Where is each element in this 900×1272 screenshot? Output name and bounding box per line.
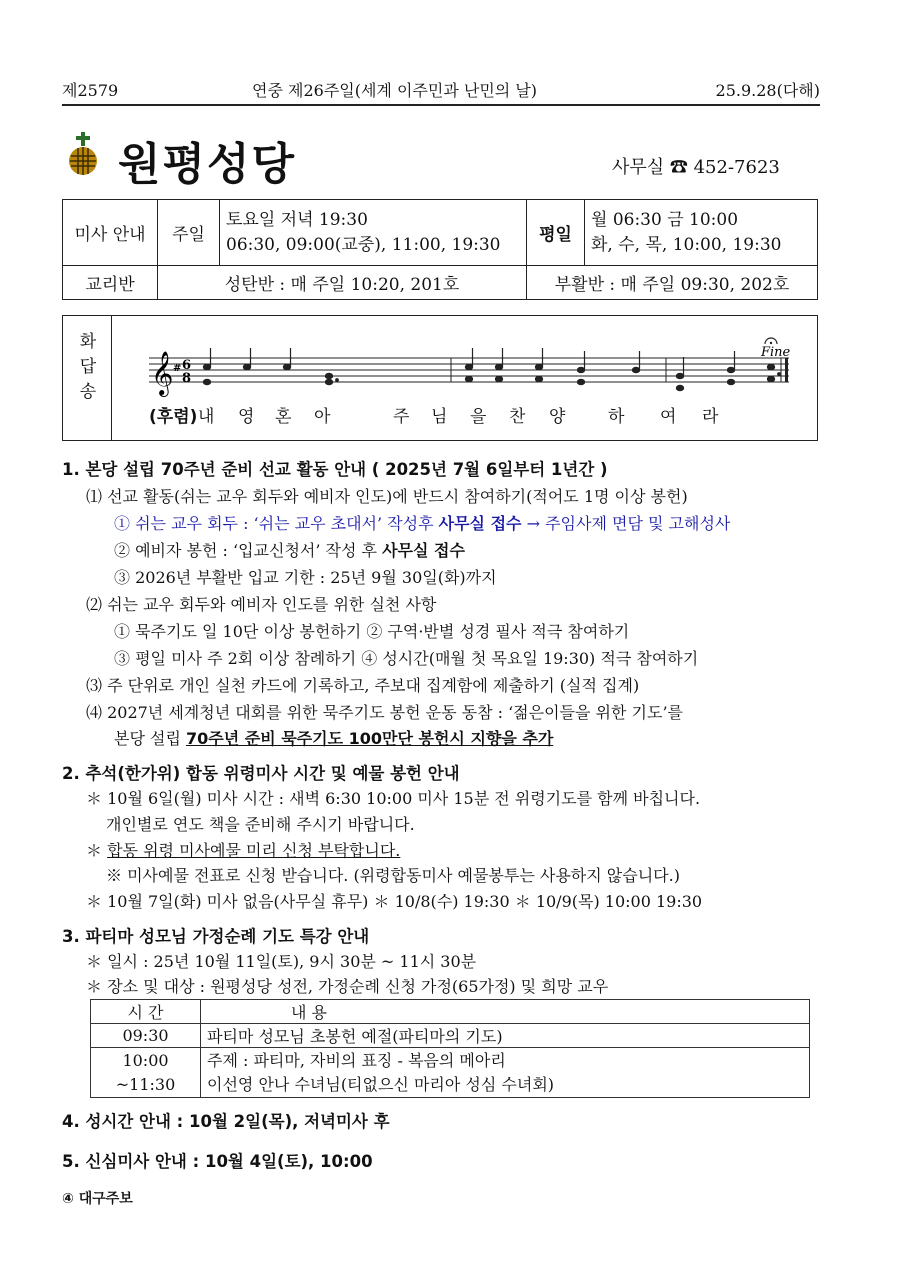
refrain-label: (후렴): [149, 407, 198, 427]
christmas-class: 성탄반 : 매 주일 10:20, 201호: [158, 266, 527, 300]
parish-name: 원평성당: [118, 139, 297, 190]
s2-line-1: ＊ 10월 6일(월) 미사 시간 : 새벽 6:30 10:00 미사 15분 전 위령기도를 함께 바칩니다.: [86, 789, 701, 808]
psalm-label: 화 답 송: [79, 332, 97, 402]
section-2-title: 2. 추석(한가위) 합동 위령미사 시간 및 예물 봉헌 안내: [62, 764, 460, 783]
s1-item-4b-bold: 70주년 준비 묵주기도 100만단 봉헌시 지향을 추가: [186, 729, 554, 748]
s1-item-1c: ③ 2026년 부활반 입교 기한 : 25년 9월 30일(화)까지: [114, 568, 497, 587]
s1-item-1b-bold: 사무실 접수: [382, 541, 465, 560]
schedule-speaker: 이선영 안나 수녀님(티없으신 마리아 성심 수녀회): [207, 1074, 555, 1094]
lyric-syllable: 아: [314, 407, 331, 427]
weekday-label: 평일: [527, 200, 585, 266]
section-5-title: 5. 신심미사 안내 : 10월 4일(토), 10:00: [62, 1152, 373, 1171]
sunday-times: [220, 200, 527, 266]
weekday-tue-thu: 화, 수, 목, 10:00, 19:30: [591, 234, 782, 255]
s1-item-1b-text: ② 예비자 봉헌 : ‘입교신청서’ 작성 후: [114, 541, 383, 560]
issue-number: 제2579: [62, 81, 119, 100]
s2-line-2: 개인별로 연도 책을 준비해 주시기 바랍니다.: [106, 815, 415, 834]
schedule-row-content: [201, 1048, 810, 1098]
s2-line-3-text: 합동 위령 미사예물 미리 신청 부탁합니다.: [107, 841, 401, 860]
s1-item-2b: ③ 평일 미사 주 2회 이상 참례하기 ④ 성시간(매월 첫 목요일 19:30) 적극 참여하기: [114, 649, 699, 668]
psalm-divider: [111, 316, 112, 440]
schedule-header-content: 내 용: [201, 1000, 810, 1024]
svg-text:#: #: [173, 363, 182, 374]
footer-label: ④ 대구주보: [62, 1191, 133, 1207]
church-logo-icon: [66, 132, 100, 176]
mass-schedule-table: [62, 199, 818, 300]
schedule-row-time: 09:30: [91, 1024, 201, 1048]
lyric-syllable: 님: [431, 407, 448, 427]
schedule-time-end: ~11:30: [115, 1074, 176, 1094]
bulletin-date: 25.9.28(다해): [715, 81, 820, 100]
section-3-title: 3. 파티마 성모님 가정순례 기도 특강 안내: [62, 927, 370, 946]
s2-line-5: ＊ 10월 7일(화) 미사 없음(사무실 휴무) ＊ 10/8(수) 19:30 ＊ 10/9(목) 10:00 19:30: [86, 892, 703, 911]
svg-text:6: 6: [182, 358, 192, 373]
s1-item-2: ⑵ 쉬는 교우 회두와 예비자 인도를 위한 실천 사항: [86, 595, 437, 614]
section-1-title: 1. 본당 설립 70주년 준비 선교 활동 안내 ( 2025년 7월 6일부터 1년간 ): [62, 460, 608, 479]
lyric-syllable: 양: [549, 407, 566, 427]
svg-text:8: 8: [182, 371, 192, 386]
lyric-syllable: 을: [470, 407, 487, 427]
s1-item-2a: ① 묵주기도 일 10단 이상 봉헌하기 ② 구역·반별 성경 필사 적극 참여하기: [114, 622, 630, 641]
liturgical-occasion: 연중 제26주일(세계 이주민과 난민의 날): [252, 81, 538, 100]
sunday-label: 주일: [158, 200, 220, 266]
s1-item-4b-text: 본당 설립: [114, 729, 186, 748]
office-phone: 사무실 ☎ 452-7623: [612, 157, 780, 178]
schedule-header-time: 시 간: [91, 1000, 201, 1024]
schedule-topic: 주제 : 파티마, 자비의 표징 - 복음의 메아리: [207, 1050, 506, 1070]
s2-line-3: [86, 838, 400, 861]
sunday-saturday-evening: 토요일 저녁 19:30: [226, 209, 368, 230]
s1-item-4: ⑷ 2027년 세계청년 대회를 위한 묵주기도 봉헌 운동 동참 : ‘젊은이들을 위한 기도’를: [86, 703, 683, 722]
section-4-title: 4. 성시간 안내 : 10월 2일(목), 저녁미사 후: [62, 1112, 390, 1131]
schedule-row-content: 파티마 성모님 초봉헌 예절(파티마의 기도): [201, 1024, 810, 1048]
s1-item-1a-tail: → 주임사제 면담 및 고해성사: [521, 514, 731, 533]
lyric-syllable: 찬: [509, 407, 526, 427]
s1-item-4b: [114, 726, 553, 749]
s3-line-1: ＊ 일시 : 25년 10월 11일(토), 9시 30분 ~ 11시 30분: [86, 952, 477, 971]
treble-clef-icon: 𝄞: [151, 351, 174, 395]
psalm-response-box: [62, 315, 818, 441]
s3-line-2: ＊ 장소 및 대상 : 원평성당 성전, 가정순례 신청 가정(65가정) 및 희망 교우: [86, 977, 609, 996]
s1-item-1b: [114, 538, 465, 561]
lyric-syllable: 영: [238, 407, 255, 427]
catechism-label: 교리반: [63, 266, 158, 300]
lyric-syllable: 주: [393, 407, 410, 427]
lyric-syllable: 내: [198, 407, 215, 427]
lyric-syllable: 혼: [275, 407, 292, 427]
lyric-syllable: 여: [660, 407, 677, 427]
s1-item-3: ⑶ 주 단위로 개인 실천 카드에 기록하고, 주보대 집계함에 제출하기 (실적 집계): [86, 676, 640, 695]
easter-class: 부활반 : 매 주일 09:30, 202호: [527, 266, 818, 300]
fine-mark: Fine: [761, 345, 791, 360]
schedule-time-start: 10:00: [122, 1050, 169, 1070]
weekday-times: [585, 200, 818, 266]
s1-item-1a: [114, 511, 730, 534]
lyric-syllable: 라: [702, 407, 719, 427]
mass-label: 미사 안내: [63, 200, 158, 266]
s2-line-3-bullet: ＊: [86, 841, 108, 860]
s1-item-1a-text: ① 쉬는 교우 회두 : ‘쉬는 교우 초대서’ 작성후: [114, 514, 439, 533]
header-divider: [62, 104, 820, 106]
s2-line-4: ※ 미사예물 전표로 신청 받습니다. (위령합동미사 예물봉투는 사용하지 않습니다.): [106, 866, 680, 885]
s1-item-1a-bold: 사무실 접수: [438, 514, 522, 533]
weekday-mon-fri: 월 06:30 금 10:00: [591, 209, 739, 230]
music-staff: [141, 334, 801, 406]
lecture-schedule-table: [90, 999, 810, 1098]
s1-item-1: ⑴ 선교 활동(쉬는 교우 회두와 예비자 인도)에 반드시 참여하기(적어도 1명 이상 봉헌): [86, 487, 688, 506]
sunday-mass-times: 06:30, 09:00(교중), 11:00, 19:30: [226, 234, 501, 255]
lyric-syllable: 하: [608, 407, 625, 427]
schedule-row-time: [91, 1048, 201, 1098]
